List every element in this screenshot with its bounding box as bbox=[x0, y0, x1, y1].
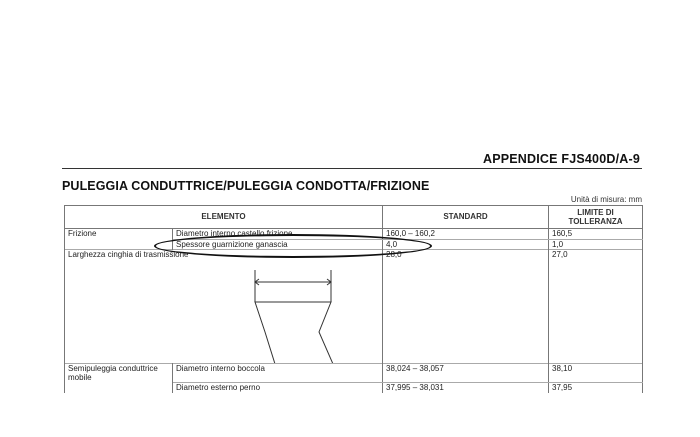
row-group: Semipuleggia conduttrice mobile bbox=[65, 363, 173, 383]
row-group: Frizione bbox=[65, 229, 173, 240]
row-limit: 1,0 bbox=[549, 239, 643, 250]
diagram-row bbox=[65, 260, 643, 364]
row-standard: 28,0 bbox=[383, 250, 549, 260]
appendix-title: APPENDICE FJS400D/A-9 bbox=[482, 152, 640, 166]
header-standard: STANDARD bbox=[383, 206, 549, 229]
row-item: Diametro esterno perno bbox=[173, 383, 383, 393]
row-limit: 160,5 bbox=[549, 229, 643, 240]
header-element: ELEMENTO bbox=[65, 206, 383, 229]
row-limit: 27,0 bbox=[549, 250, 643, 260]
row-standard: 4,0 bbox=[383, 239, 549, 250]
row-item: Diametro interno castello frizione bbox=[173, 229, 383, 240]
row-standard: 38,024 – 38,057 bbox=[383, 363, 549, 383]
table-row bbox=[65, 363, 643, 383]
table-row bbox=[65, 383, 643, 393]
row-standard: 160,0 – 160,2 bbox=[383, 229, 549, 240]
section-title: PULEGGIA CONDUTTRICE/PULEGGIA CONDOTTA/FRIZIONE bbox=[62, 179, 430, 193]
row-group bbox=[65, 383, 173, 393]
row-standard: 37,995 – 38,031 bbox=[383, 383, 549, 393]
row-group: Larghezza cinghia di trasmissione bbox=[65, 250, 383, 260]
unit-note: Unità di misura: mm bbox=[570, 195, 642, 204]
header-rule bbox=[62, 168, 642, 169]
row-item: Spessore guarnizione ganascia bbox=[173, 239, 383, 250]
belt-diagram-cell bbox=[65, 260, 383, 364]
header-limit: LIMITE DI TOLLERANZA bbox=[549, 206, 643, 229]
row-limit: 38,10 bbox=[549, 363, 643, 383]
row-item: Diametro interno boccola bbox=[173, 363, 383, 383]
belt-cross-section-diagram bbox=[65, 260, 383, 363]
row-limit: 37,95 bbox=[549, 383, 643, 393]
spec-table bbox=[64, 205, 643, 393]
handdrawn-ellipse-annotation bbox=[154, 234, 432, 258]
